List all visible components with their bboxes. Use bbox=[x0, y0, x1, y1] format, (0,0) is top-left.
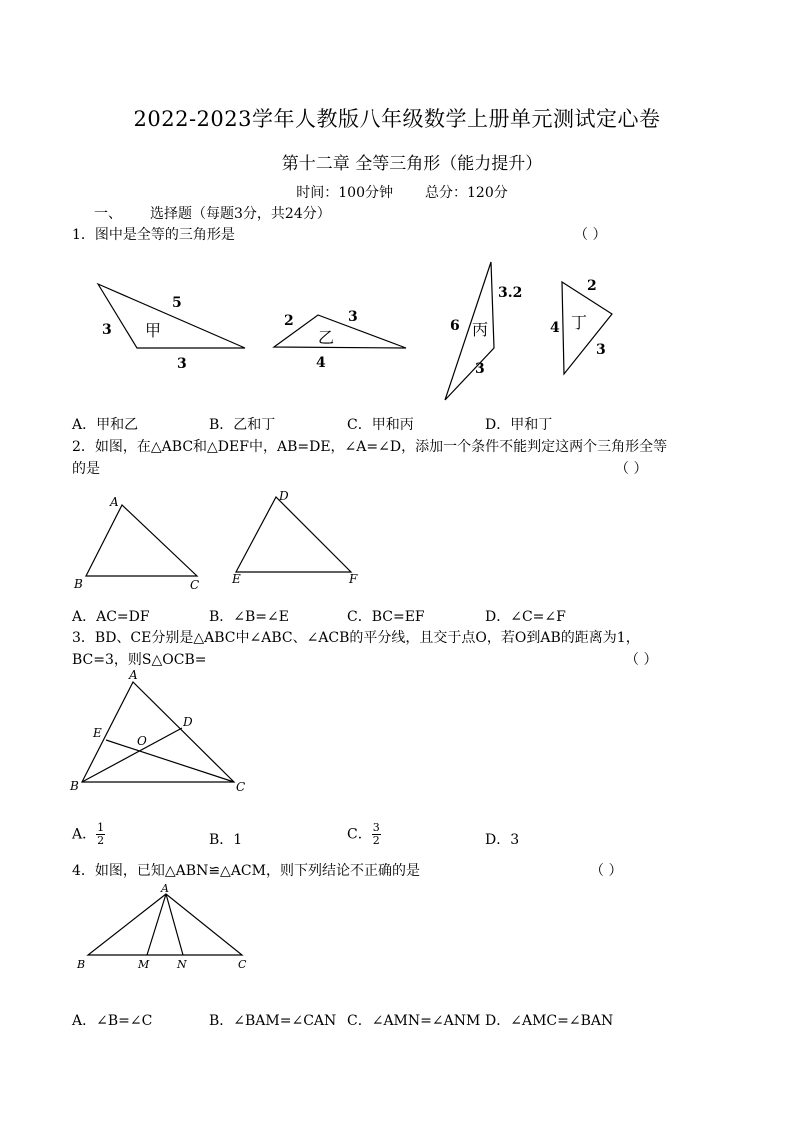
jia-side-a: 5 bbox=[172, 295, 182, 311]
q3-point-d: D bbox=[183, 715, 193, 729]
fraction-three-halves: $\frac{3}{2}$ bbox=[372, 821, 380, 847]
section-number: 一、 bbox=[94, 206, 122, 222]
q4-vertex-a: A bbox=[161, 882, 169, 895]
q4-point-m: M bbox=[138, 958, 150, 971]
triangle-yi bbox=[274, 315, 406, 348]
question-2-text: 2．如图，在△ABC和△DEF中，AB=DE，∠A=∠D，添加一个条件不能判定这两个三角形全等 bbox=[72, 439, 668, 455]
q1-option-c[interactable]: C．甲和丙 bbox=[347, 417, 414, 433]
segment-an bbox=[166, 894, 183, 955]
bisector-ce bbox=[106, 740, 234, 782]
q2-vertex-c: C bbox=[190, 578, 200, 592]
q2-option-c[interactable]: C．BC=EF bbox=[347, 609, 425, 625]
section-label: 选择题（每题3分，共24分） bbox=[150, 206, 331, 222]
question-1-answer-blank: （ ） bbox=[574, 227, 607, 243]
q3-point-e: E bbox=[93, 726, 102, 740]
question-3-answer-blank: （ ） bbox=[625, 652, 658, 668]
q3-option-a-label: A． bbox=[72, 826, 97, 843]
jia-label: 甲 bbox=[145, 321, 162, 340]
q2-vertex-d: D bbox=[279, 489, 289, 503]
q2-option-d[interactable]: D．∠C=∠F bbox=[485, 609, 566, 625]
yi-side-c: 4 bbox=[316, 355, 326, 371]
jia-side-c: 3 bbox=[177, 356, 187, 372]
exam-time: 时间：100分钟 bbox=[296, 185, 393, 201]
q3-option-a[interactable] bbox=[72, 822, 105, 847]
q3-option-c-label: C． bbox=[347, 826, 372, 843]
q4-point-n: N bbox=[177, 958, 187, 971]
triangle-abc-q4 bbox=[88, 894, 242, 955]
q3-point-o: O bbox=[137, 734, 147, 748]
question-4-text: 4．如图，已知△ABN≌△ACM，则下列结论不正确的是 bbox=[72, 863, 420, 879]
q3-vertex-b: B bbox=[70, 779, 79, 793]
bing-side-c: 3 bbox=[475, 361, 485, 377]
question-4-answer-blank: （ ） bbox=[590, 863, 623, 879]
bing-side-b: 6 bbox=[450, 318, 460, 334]
question-1-text: 1．图中是全等的三角形是 bbox=[72, 227, 235, 243]
q4-vertex-b: B bbox=[77, 958, 86, 971]
fraction-one-half: $\frac{1}{2}$ bbox=[97, 821, 105, 847]
question-3-text: 3．BD、CE分别是△ABC中∠ABC、∠ACB的平分线，且交于点O，若O到AB的距离为1， bbox=[72, 630, 640, 646]
q4-vertex-c: C bbox=[238, 958, 247, 971]
question-2-answer-blank: （ ） bbox=[615, 461, 648, 477]
q3-vertex-a: A bbox=[129, 668, 138, 682]
chapter-subtitle: 第十二章 全等三角形（能力提升） bbox=[281, 154, 543, 174]
triangle-jia bbox=[98, 284, 245, 348]
ding-side-c: 3 bbox=[596, 342, 606, 358]
question-2-text-cont: 的是 bbox=[72, 461, 100, 477]
yi-side-a: 2 bbox=[284, 313, 294, 329]
q4-option-a[interactable]: A．∠B=∠C bbox=[72, 1013, 153, 1029]
q3-option-b[interactable]: B．1 bbox=[209, 832, 243, 848]
q2-vertex-f: F bbox=[349, 572, 358, 586]
q3-option-c[interactable] bbox=[347, 822, 381, 847]
ding-side-a: 2 bbox=[587, 278, 597, 294]
jia-side-b: 3 bbox=[102, 322, 112, 338]
q3-option-d[interactable]: D．3 bbox=[485, 832, 520, 848]
q4-option-d[interactable]: D．∠AMC=∠BAN bbox=[485, 1013, 614, 1029]
q3-vertex-c: C bbox=[236, 780, 246, 794]
q1-option-a[interactable]: A．甲和乙 bbox=[72, 417, 139, 433]
bing-side-a: 3.2 bbox=[498, 285, 523, 301]
q2-option-b[interactable]: B．∠B=∠E bbox=[209, 609, 289, 625]
page-title: 2022-2023学年人教版八年级数学上册单元测试定心卷 bbox=[133, 107, 661, 131]
bing-label: 丙 bbox=[472, 320, 489, 339]
yi-side-b: 3 bbox=[348, 309, 358, 325]
q2-vertex-a: A bbox=[110, 495, 119, 509]
segment-am bbox=[147, 894, 166, 955]
question-3-text-cont: BC=3，则S△OCB= bbox=[72, 652, 207, 668]
q4-option-c[interactable]: C．∠AMN=∠ANM bbox=[347, 1013, 481, 1029]
q2-vertex-e: E bbox=[232, 572, 241, 586]
q1-option-d[interactable]: D．甲和丁 bbox=[485, 417, 553, 433]
exam-score: 总分：120分 bbox=[425, 185, 508, 201]
q2-vertex-b: B bbox=[74, 577, 83, 591]
triangle-abc-q3 bbox=[82, 682, 234, 782]
q4-option-b[interactable]: B．∠BAM=∠CAN bbox=[209, 1013, 337, 1029]
q1-option-b[interactable]: B．乙和丁 bbox=[209, 417, 276, 433]
ding-side-b: 4 bbox=[550, 320, 560, 336]
q2-option-a[interactable]: A．AC=DF bbox=[72, 609, 150, 625]
triangle-def bbox=[236, 497, 351, 572]
triangle-abc bbox=[86, 505, 197, 576]
ding-label: 丁 bbox=[571, 313, 588, 332]
yi-label: 乙 bbox=[318, 328, 335, 347]
